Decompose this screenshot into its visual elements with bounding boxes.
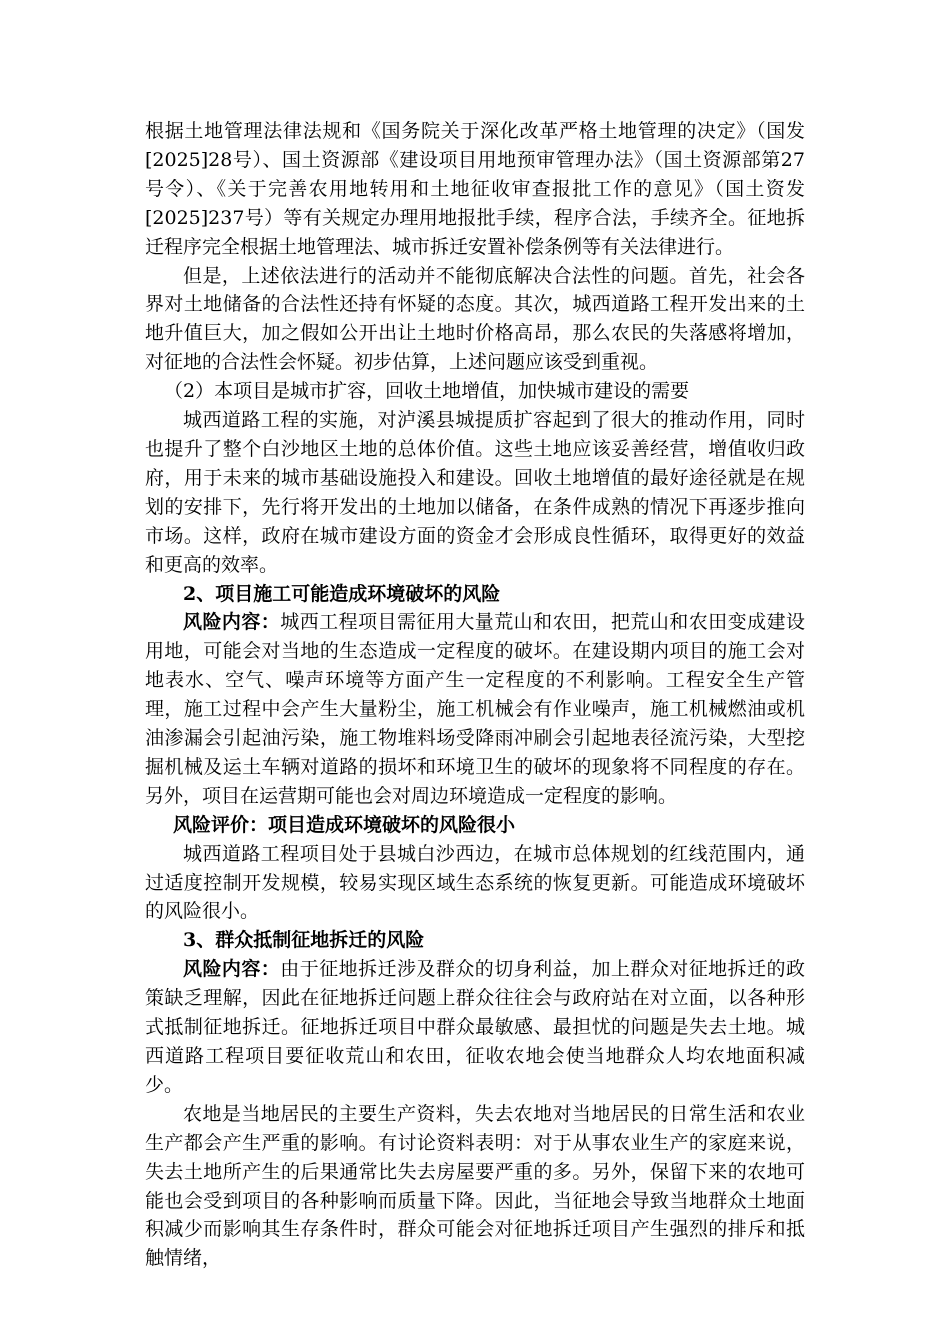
heading-resistance-risk: 3、群众抵制征地拆迁的风险 bbox=[183, 929, 425, 952]
risk-content-text: 城西工程项目需征用大量荒山和农田，把荒山和农田变成建设用地，可能会对当地的生态造成一定程度的破坏。在建设期内项目的施工会对地表水、空气、噪声环境等方面产生一定程度的不利影响。工程安全生产管理，施工过程中会产生大量粉尘，施工机械会有作业噪声，施工机械燃油或机油渗漏会引起油污染，施工物堆料场受降雨冲刷会引起地表径流污染，大型挖掘机械及运土车辆对道路的损坏和环境卫生的破坏的现象将不同程度的存在。另外，项目在运营期可能也会对周边环境造成一定程度的影响。 bbox=[145, 611, 805, 807]
risk-content-label: 风险内容： bbox=[183, 958, 281, 981]
subheading-city-expansion: （2）本项目是城市扩容，回收土地增值，加快城市建设的需要 bbox=[164, 380, 690, 403]
paragraph-resistance-content bbox=[145, 955, 805, 1100]
paragraph-land-value: 城西道路工程的实施，对泸溪县城提质扩容起到了很大的推动作用，同时也提升了整个白沙地区土地的总体价值。这些土地应该妥善经营，增值收归政府，用于未来的城市基础设施投入和建设。回收土地增值的最好途径就是在规划的安排下，先行将开发出的土地加以储备，在条件成熟的情况下再逐步推向市场。这样，政府在城市建设方面的资金才会形成良性循环，取得更好的效益和更高的效率。 bbox=[145, 409, 805, 576]
paragraph-environment-evaluation: 城西道路工程项目处于县城白沙西边，在城市总体规划的红线范围内，通过适度控制开发规模，较易实现区域生态系统的恢复更新。可能造成环境破坏的风险很小。 bbox=[145, 842, 805, 923]
paragraph-legal-basis: 根据土地管理法律法规和《国务院关于深化改革严格土地管理的决定》（国发[2025]28号）、国土资源部《建设项目用地预审管理办法》（国土资源部第27号令）、《关于完善农用地转用和土地征收审查报批工作的意见》（国土资发[2025]237号）等有关规定办理用地报批手续，程序合法，手续齐全。征地拆迁程序完全根据土地管理法、城市拆迁安置补偿条例等有关法律进行。 bbox=[145, 120, 805, 258]
heading-environment-risk: 2、项目施工可能造成环境破坏的风险 bbox=[183, 582, 501, 605]
risk-content-label: 风险内容： bbox=[183, 611, 281, 634]
risk-content-text: 由于征地拆迁涉及群众的切身利益，加上群众对征地拆迁的政策缺乏理解，因此在征地拆迁问题上群众往往会与政府站在对立面，以各种形式抵制征地拆迁。征地拆迁项目中群众最敏感、最担忧的问题是失去土地。城西道路工程项目要征收荒山和农田，征收农地会使当地群众人均农地面积减少。 bbox=[145, 958, 805, 1096]
paragraph-legality-issue: 但是，上述依法进行的活动并不能彻底解决合法性的问题。首先，社会各界对土地储备的合法性还持有怀疑的态度。其次，城西道路工程开发出来的土地升值巨大，加之假如公开出让土地时价格高昂，那么农民的失落感将增加，对征地的合法性会怀疑。初步估算，上述问题应该受到重视。 bbox=[145, 264, 805, 374]
risk-evaluation-heading: 风险评价：项目造成环境破坏的风险很小 bbox=[173, 813, 516, 836]
paragraph-farmland-impact: 农地是当地居民的主要生产资料，失去农地对当地居民的日常生活和农业生产都会产生严重的影响。有讨论资料表明：对于从事农业生产的家庭来说，失去土地所产生的后果通常比失去房屋要严重的多。另外，保留下来的农地可能也会受到项目的各种影响而质量下降。因此，当征地会导致当地群众土地面积减少而影响其生存条件时，群众可能会对征地拆迁项目产生强烈的排斥和抵触情绪， bbox=[145, 1102, 805, 1270]
document-body bbox=[145, 117, 805, 1273]
paragraph-environment-content bbox=[145, 608, 805, 810]
